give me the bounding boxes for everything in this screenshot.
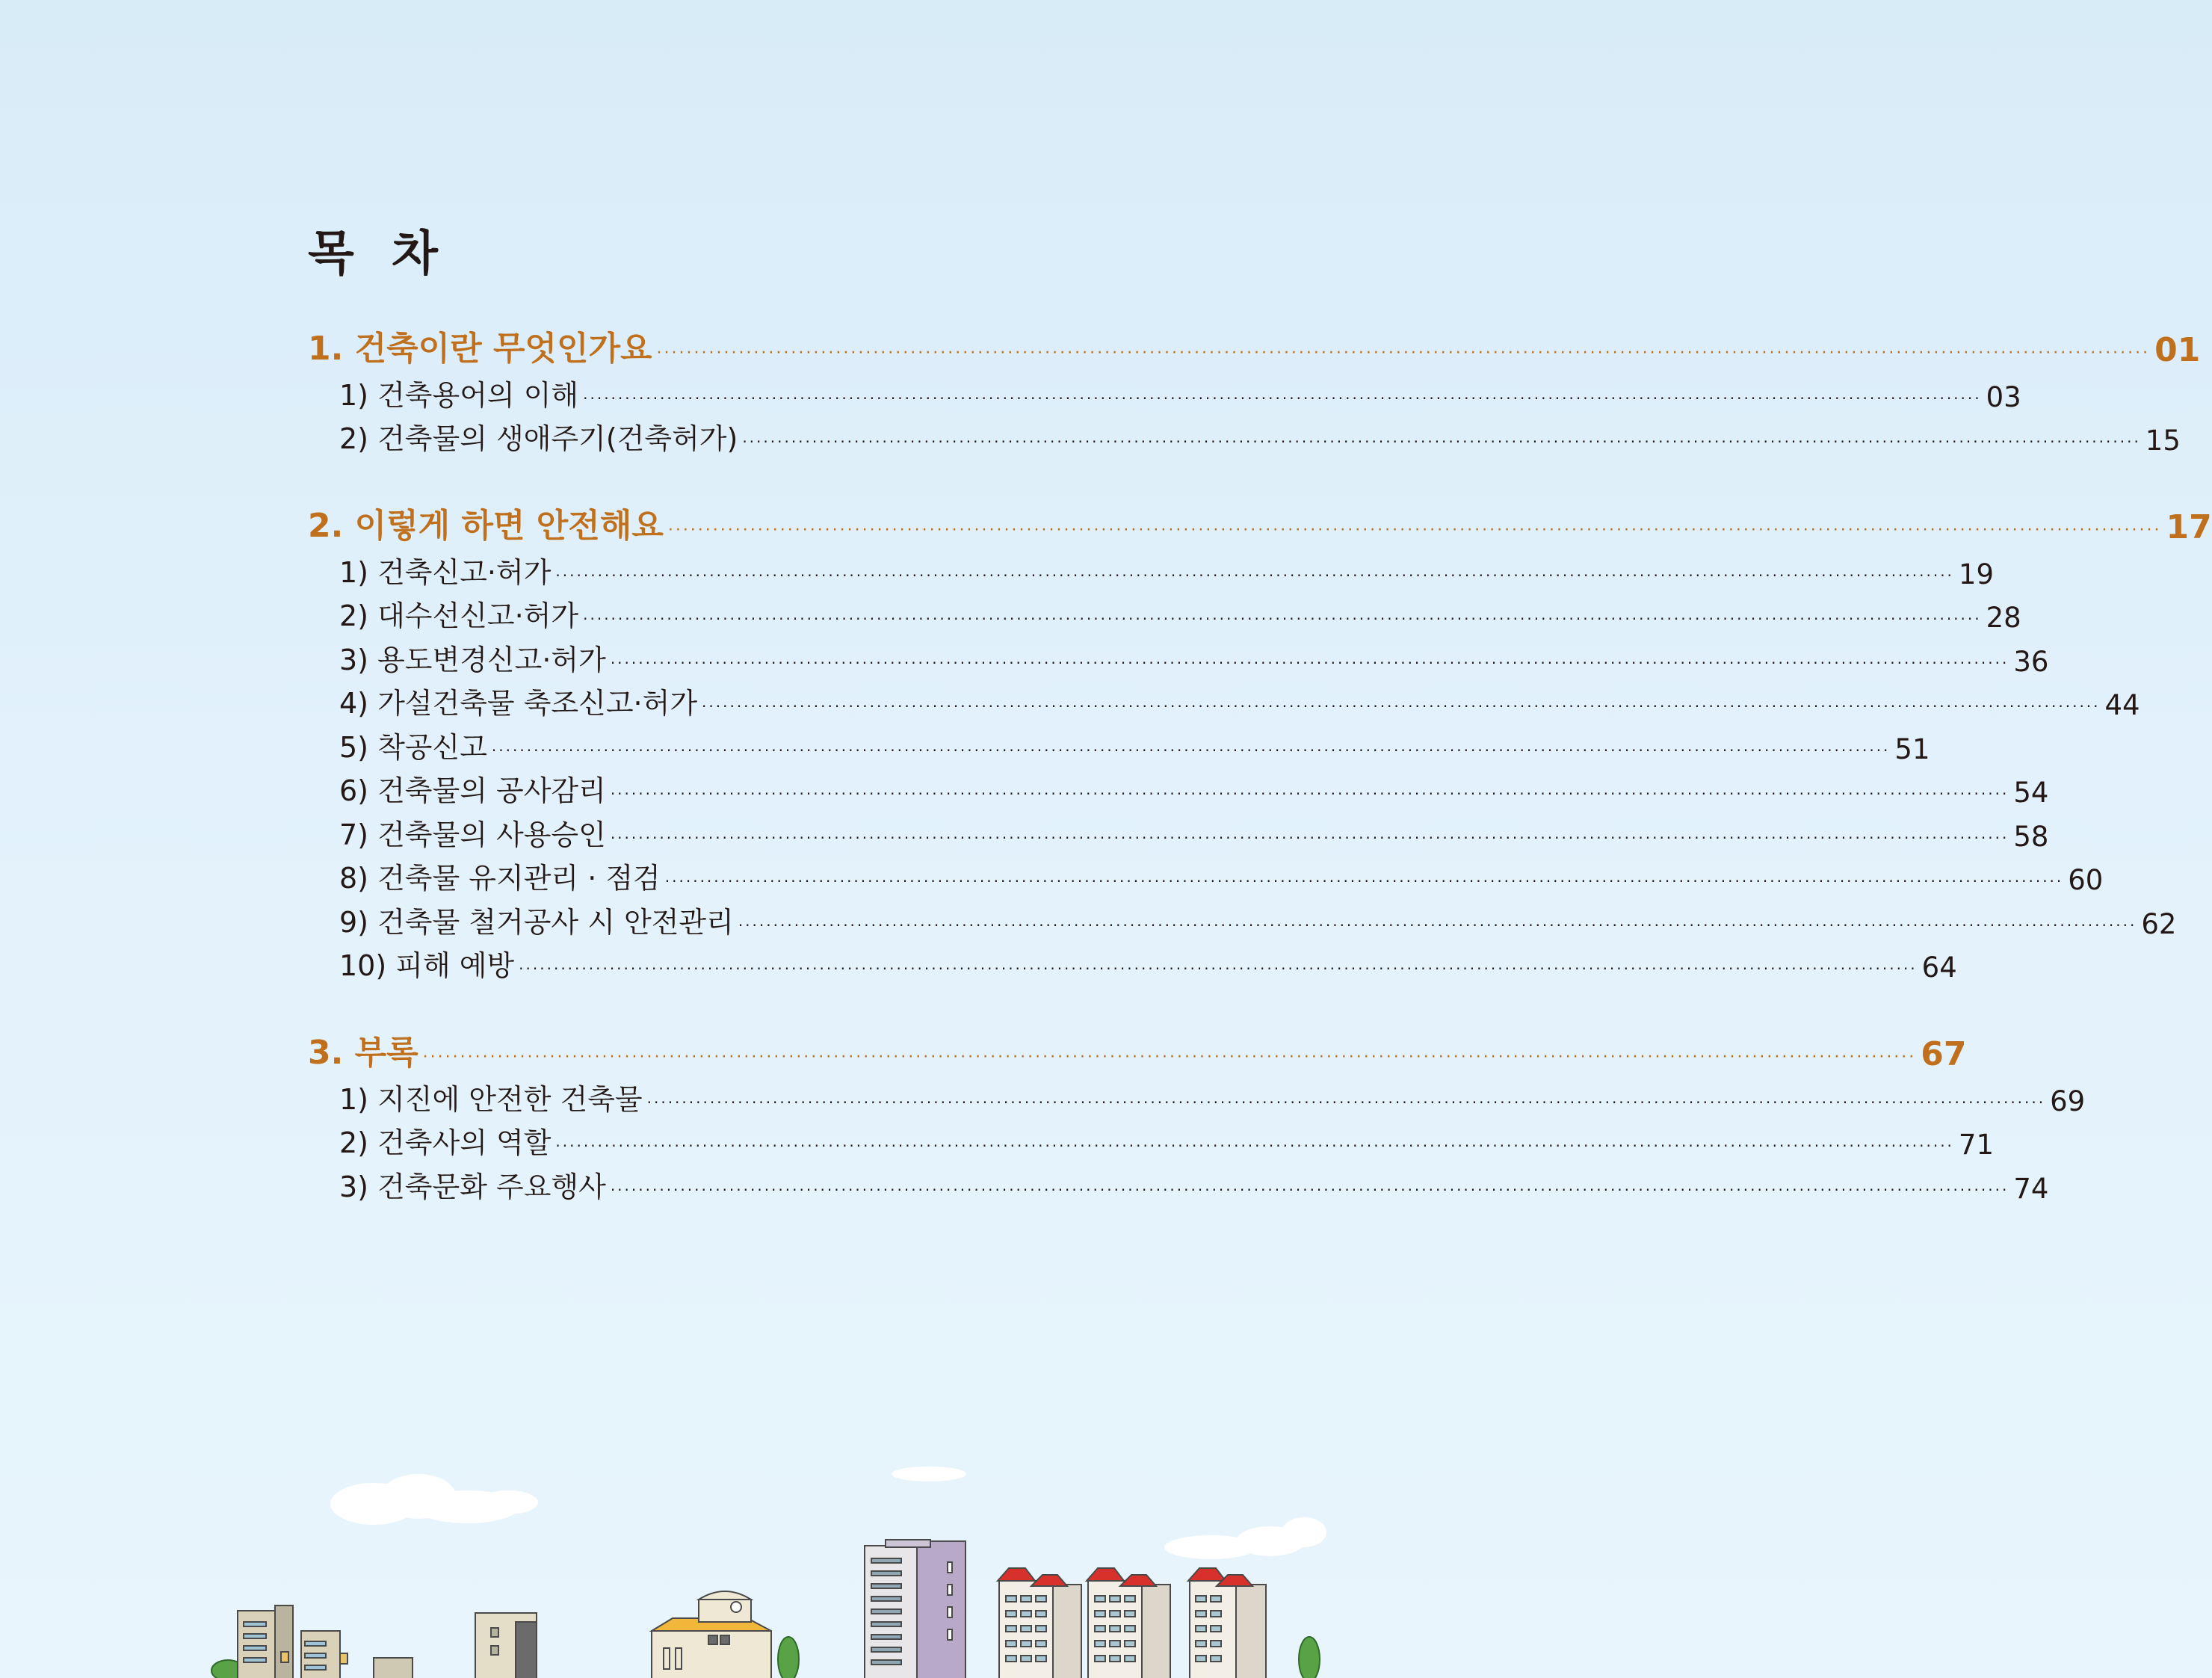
toc-entry[interactable] <box>308 896 2177 940</box>
section-label: 1. 건축이란 무엇인가요 <box>308 330 652 368</box>
entry-page-number: 62 <box>2141 907 2177 940</box>
entry-label: 1) 건축용어의 이해 <box>339 378 579 412</box>
apartment-building-icon <box>238 1605 413 1678</box>
entry-page-number: 71 <box>1958 1129 1994 1161</box>
entry-page-number: 51 <box>1894 732 1930 765</box>
toc-entry[interactable] <box>308 809 2049 853</box>
toc-entry[interactable] <box>308 765 2049 809</box>
entry-label: 7) 건축물의 사용승인 <box>339 818 606 851</box>
toc-entry[interactable] <box>308 1073 2086 1117</box>
entry-label: 3) 건축문화 주요행사 <box>339 1170 606 1203</box>
entry-page-number: 54 <box>2013 777 2049 809</box>
dot-leader: ········································································································································································································ <box>422 1048 1917 1067</box>
apartment-building-icon <box>1087 1568 1170 1678</box>
dot-leader: ········································································································································································································ <box>610 785 2009 803</box>
dot-leader: ········································································································································································································ <box>738 916 2137 934</box>
cloud-icon <box>1164 1517 1326 1559</box>
cloud-icon <box>892 1466 966 1481</box>
entry-page-number: 28 <box>1986 602 2021 634</box>
dot-leader: ········································································································································································································ <box>646 1093 2046 1111</box>
entry-label: 9) 건축물 철거공사 시 안전관리 <box>339 905 734 939</box>
dot-leader: ········································································································································································································ <box>656 344 2151 363</box>
entry-label: 1) 건축신고·허가 <box>339 555 552 589</box>
dot-leader: ········································································································································································································ <box>491 741 1891 759</box>
building-icon <box>475 1613 537 1678</box>
toc-entry[interactable] <box>308 413 2181 457</box>
entry-page-number: 44 <box>2104 689 2140 721</box>
apartment-building-icon <box>1188 1568 1266 1678</box>
entry-label: 4) 가설건축물 축조신고·허가 <box>339 687 698 720</box>
entry-page-number: 69 <box>2050 1085 2086 1117</box>
section-label: 2. 이렇게 하면 안전해요 <box>308 507 664 545</box>
toc-entry[interactable] <box>308 940 1957 984</box>
entry-label: 1) 지진에 안전한 건축물 <box>339 1082 643 1116</box>
toc-entry[interactable] <box>308 853 2104 897</box>
city-skyline-illustration <box>0 1458 1324 1678</box>
toc-entry[interactable] <box>308 721 1930 765</box>
toc-entry[interactable] <box>308 634 2049 678</box>
entry-page-number: 60 <box>2068 864 2104 896</box>
toc-entry[interactable] <box>308 1161 2049 1205</box>
toc-section-heading[interactable] <box>308 499 2212 546</box>
section-page-number: 01 <box>2154 331 2201 369</box>
section-page-number: 67 <box>1921 1035 1967 1073</box>
toc-entry[interactable] <box>308 1117 1994 1162</box>
entry-label: 2) 건축물의 생애주기(건축허가) <box>339 422 738 455</box>
entry-page-number: 36 <box>2013 645 2049 678</box>
toc-entry[interactable] <box>308 590 2021 635</box>
entry-label: 2) 건축사의 역할 <box>339 1126 552 1159</box>
toc-entry[interactable] <box>308 546 1994 590</box>
entry-label: 5) 착공신고 <box>339 730 487 764</box>
dot-leader: ········································································································································································································ <box>555 566 1954 584</box>
entry-page-number: 03 <box>1986 380 2021 413</box>
entry-label: 2) 대수선신고·허가 <box>339 599 579 632</box>
dot-leader: ········································································································································································································ <box>519 960 1918 978</box>
toc-entry[interactable] <box>308 369 2021 413</box>
dot-leader: ········································································································································································································ <box>583 610 1982 628</box>
entry-label: 8) 건축물 유지관리 · 점검 <box>339 862 661 895</box>
dot-leader: ········································································································································································································ <box>610 1180 2009 1199</box>
dot-leader: ········································································································································································································ <box>667 521 2162 540</box>
toc-section <box>308 499 2212 984</box>
cloud-icon <box>330 1474 538 1525</box>
apartment-building-icon <box>865 1540 966 1678</box>
toc-entry[interactable] <box>308 678 2140 722</box>
dot-leader: ········································································································································································································ <box>583 389 1982 407</box>
toc-section <box>308 1025 2086 1205</box>
dome-building-icon <box>652 1591 771 1678</box>
entry-page-number: 74 <box>2013 1172 2049 1205</box>
dot-leader: ········································································································································································································ <box>555 1137 1954 1155</box>
entry-page-number: 64 <box>1921 951 1957 984</box>
dot-leader: ········································································································································································································ <box>610 653 2009 672</box>
section-page-number: 17 <box>2166 508 2212 546</box>
entry-page-number: 19 <box>1958 558 1994 590</box>
section-label: 3. 부록 <box>308 1034 418 1072</box>
entry-label: 3) 용도변경신고·허가 <box>339 643 606 676</box>
dot-leader: ········································································································································································································ <box>702 697 2101 715</box>
entry-page-number: 15 <box>2145 425 2181 457</box>
dot-leader: ········································································································································································································ <box>742 433 2141 451</box>
toc-list <box>308 321 2212 1247</box>
dot-leader: ········································································································································································································ <box>610 828 2009 847</box>
toc-section <box>308 321 2201 457</box>
toc-section-heading[interactable] <box>308 1025 1967 1073</box>
dot-leader: ········································································································································································································ <box>664 872 2064 890</box>
apartment-building-icon <box>998 1568 1081 1678</box>
entry-page-number: 58 <box>2013 820 2049 853</box>
entry-label: 10) 피해 예방 <box>339 949 515 982</box>
toc-section-heading[interactable] <box>308 321 2201 369</box>
entry-label: 6) 건축물의 공사감리 <box>339 774 606 807</box>
toc-title: 목 차 <box>308 226 448 282</box>
